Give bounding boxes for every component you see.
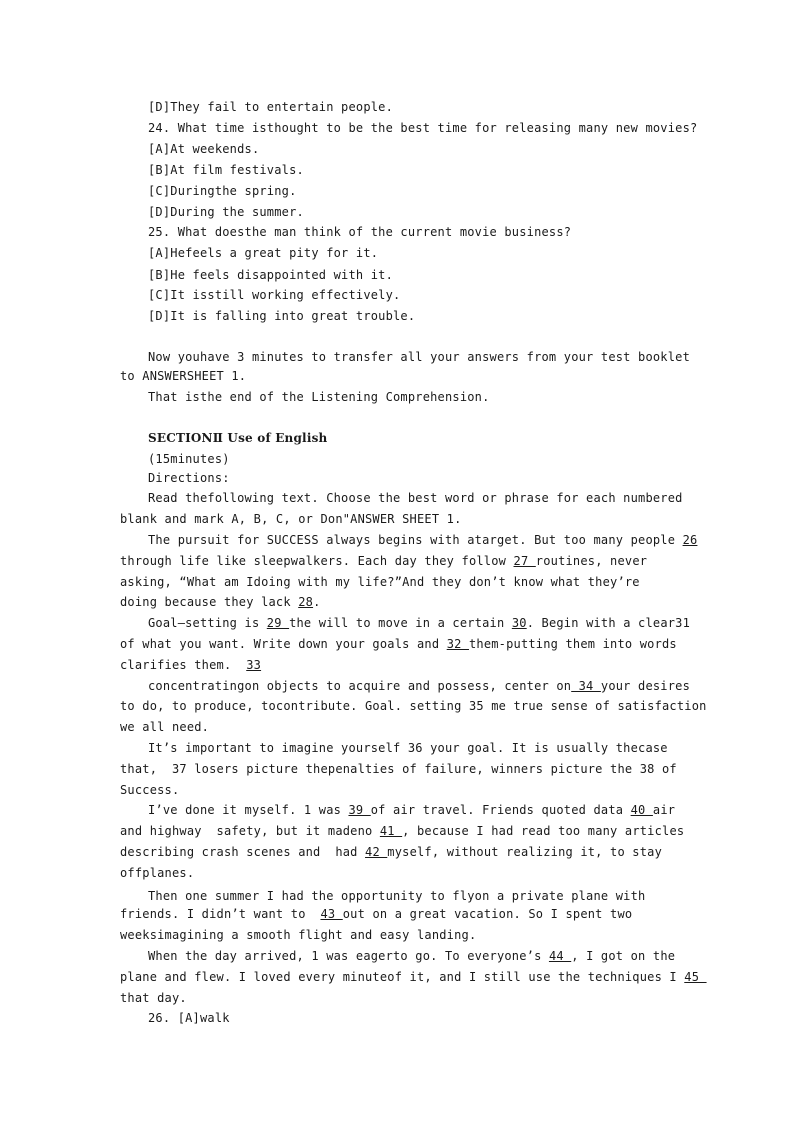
passage-line: offplanes. [120,866,195,880]
transfer-note-line2: to ANSWERSHEET 1. [120,369,247,383]
q25-option-a: [A]Hefeels a great pity for it. [148,246,379,260]
passage-line: asking, “What am Idoing with my life?”And they don’t know what they’re [120,575,640,589]
passage-line: Success. [120,783,180,797]
blank-27: 27 [513,554,536,568]
q23-option-d: [D]They fail to entertain people. [148,100,394,114]
blank-45: 45 [684,970,707,984]
passage-line: and highway safety, but it madeno 41 , because I had read too many articles [120,824,685,838]
blank-28: 28 [298,595,314,609]
passage-line: I’ve done it myself. 1 was 39 of air travel. Friends quoted data 40 air [148,803,676,817]
passage-line: of what you want. Write down your goals and 32 them-putting them into words [120,637,677,651]
blank-33: 33 [246,658,262,672]
passage-line: When the day arrived, 1 was eagerto go. To everyone’s 44 , I got on the [148,949,676,963]
passage-line: doing because they lack 28. [120,595,321,609]
q24-stem: 24. What time isthought to be the best time for releasing many new movies? [148,121,698,135]
section-title: SECTIONⅡ Use of English [148,431,328,445]
passage-line: Goal—setting is 29 the will to move in a certain 30. Begin with a clear31 [148,616,691,630]
q25-stem: 25. What doesthe man think of the current movie business? [148,225,572,239]
blank-29: 29 [266,616,290,630]
passage-line: The pursuit for SUCCESS always begins with atarget. But too many people 26 [148,533,698,547]
blank-32: 32 [446,637,469,651]
blank-34: 34 [571,679,601,693]
passage-line: that day. [120,991,187,1005]
passage-line: It’s important to imagine yourself 36 your goal. It is usually thecase [148,741,668,755]
passage-line: we all need. [120,720,210,734]
listening-end-note: That isthe end of the Listening Comprehension. [148,390,490,404]
q24-option-b: [B]At film festivals. [148,163,304,177]
passage-line: weeksimagining a smooth flight and easy landing. [120,928,477,942]
blank-39: 39 [348,803,371,817]
passage-line: plane and flew. I loved every minuteof it, and I still use the techniques I 45 [120,970,707,984]
transfer-note-line1: Now youhave 3 minutes to transfer all your answers from your test booklet [148,350,690,364]
blank-43: 43 [320,907,343,921]
directions-label: Directions: [148,471,230,485]
q25-option-d: [D]It is falling into great trouble. [148,309,416,323]
passage-line: friends. I didn’t want to 43 out on a great vacation. So I spent two [120,907,633,921]
q25-option-c: [C]It isstill working effectively. [148,288,401,302]
q25-option-b: [B]He feels disappointed with it. [148,268,394,282]
blank-44: 44 [548,949,572,963]
passage-line: concentratingon objects to acquire and possess, center on 34 your desires [148,679,691,693]
section-time: (15minutes) [148,452,230,466]
q24-option-d: [D]During the summer. [148,205,304,219]
passage-line: through life like sleepwalkers. Each day they follow 27 routines, never [120,554,648,568]
directions-line1: Read thefollowing text. Choose the best word or phrase for each numbered [148,491,683,505]
blank-30: 30 [511,616,527,630]
q24-option-a: [A]At weekends. [148,142,260,156]
passage-line: that, 37 losers picture thepenalties of failure, winners picture the 38 of [120,762,677,776]
q24-option-c: [C]Duringthe spring. [148,184,297,198]
blank-40: 40 [630,803,653,817]
passage-line: clarifies them. 33 [120,658,262,672]
blank-41: 41 [379,824,403,838]
passage-line: describing crash scenes and had 42 myself, without realizing it, to stay [120,845,663,859]
q26-option-a: 26. [A]walk [148,1011,230,1025]
blank-42: 42 [365,845,388,859]
directions-line2: blank and mark A, B, C, or Don"ANSWER SHEET 1. [120,512,462,526]
blank-26: 26 [682,533,698,547]
passage-line: to do, to produce, tocontribute. Goal. setting 35 me true sense of satisfaction [120,699,707,713]
passage-line: Then one summer I had the opportunity to flyon a private plane with [148,889,646,903]
